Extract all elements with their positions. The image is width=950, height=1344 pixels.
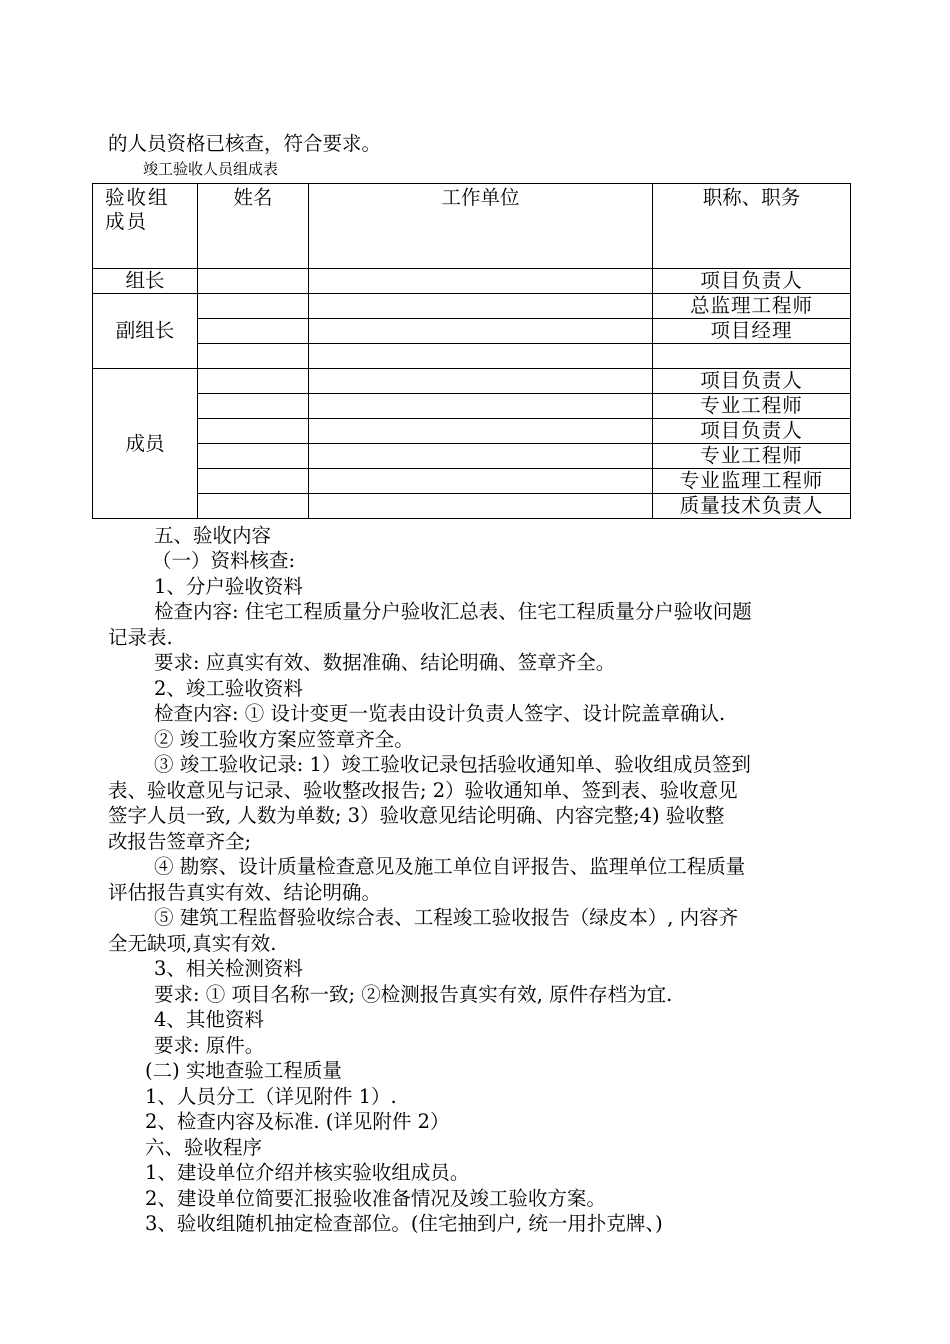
position-cell: 专业工程师 bbox=[653, 394, 851, 419]
table-row bbox=[93, 494, 851, 519]
text-line: 全无缺项,真实有效. bbox=[108, 932, 277, 955]
item-heading: 1、分户验收资料 bbox=[154, 575, 303, 598]
work-unit-cell bbox=[309, 494, 653, 519]
text-line: 检查内容: ① 设计变更一览表由设计负责人签字、设计院盖章确认. bbox=[154, 702, 726, 725]
table-row bbox=[93, 469, 851, 494]
name-cell bbox=[198, 369, 309, 394]
header-work-unit: 工作单位 bbox=[309, 184, 653, 269]
text-line: 要求: ① 项目名称一致; ②检测报告真实有效, 原件存档为宜. bbox=[154, 983, 673, 1006]
name-cell bbox=[198, 494, 309, 519]
section-heading: 五、验收内容 bbox=[154, 524, 272, 547]
work-unit-cell bbox=[309, 444, 653, 469]
text-line: 评估报告真实有效、结论明确。 bbox=[108, 881, 382, 904]
text-line: 改报告签章齐全; bbox=[108, 830, 252, 853]
table-row bbox=[93, 269, 851, 294]
text-line: 2、检查内容及标准. (详见附件 2） bbox=[145, 1110, 450, 1133]
role-deputy-leader: 副组长 bbox=[93, 294, 198, 369]
subsection-heading: (二) 实地查验工程质量 bbox=[145, 1059, 342, 1082]
name-cell bbox=[198, 394, 309, 419]
position-cell: 总监理工程师 bbox=[653, 294, 851, 319]
table-row bbox=[93, 294, 851, 319]
text-line: 要求: 应真实有效、数据准确、结论明确、签章齐全。 bbox=[154, 651, 616, 674]
name-cell bbox=[198, 344, 309, 369]
name-cell bbox=[198, 269, 309, 294]
work-unit-cell bbox=[309, 394, 653, 419]
table-row bbox=[93, 369, 851, 394]
text-line: 3、验收组随机抽定检查部位。(住宅抽到户, 统一用扑克牌、) bbox=[145, 1212, 663, 1235]
text-line: 1、建设单位介绍并核实验收组成员。 bbox=[145, 1161, 470, 1184]
table-caption: 竣工验收人员组成表 bbox=[143, 160, 279, 178]
acceptance-team-table bbox=[92, 183, 851, 519]
item-heading: 2、竣工验收资料 bbox=[154, 677, 303, 700]
header-name: 姓名 bbox=[198, 184, 309, 269]
name-cell bbox=[198, 319, 309, 344]
text-line: 要求: 原件。 bbox=[154, 1034, 265, 1057]
section-heading: 六、验收程序 bbox=[145, 1136, 263, 1159]
position-cell: 质量技术负责人 bbox=[653, 494, 851, 519]
text-line: 1、人员分工（详见附件 1）. bbox=[145, 1085, 397, 1108]
name-cell bbox=[198, 294, 309, 319]
position-cell bbox=[653, 344, 851, 369]
text-line: 表、验收意见与记录、验收整改报告; 2）验收通知单、签到表、验收意见 bbox=[108, 779, 738, 802]
position-cell: 项目经理 bbox=[653, 319, 851, 344]
position-cell: 项目负责人 bbox=[653, 269, 851, 294]
text-line: 签字人员一致, 人数为单数; 3）验收意见结论明确、内容完整;4) 验收整 bbox=[108, 804, 725, 827]
text-line: 2、建设单位简要汇报验收准备情况及竣工验收方案。 bbox=[145, 1187, 606, 1210]
position-cell: 项目负责人 bbox=[653, 419, 851, 444]
work-unit-cell bbox=[309, 294, 653, 319]
text-line: 检查内容: 住宅工程质量分户验收汇总表、住宅工程质量分户验收问题 bbox=[154, 600, 752, 623]
position-cell: 专业监理工程师 bbox=[653, 469, 851, 494]
name-cell bbox=[198, 469, 309, 494]
work-unit-cell bbox=[309, 319, 653, 344]
text-line: ③ 竣工验收记录: 1）竣工验收记录包括验收通知单、验收组成员签到 bbox=[154, 753, 751, 776]
header-title-position: 职称、职务 bbox=[653, 184, 851, 269]
item-heading: 3、相关检测资料 bbox=[154, 957, 303, 980]
text-line: ② 竣工验收方案应签章齐全。 bbox=[154, 728, 414, 751]
header-members: 验收组成员 bbox=[93, 184, 198, 269]
role-leader: 组长 bbox=[93, 269, 198, 294]
subsection-heading: （一）资料核查: bbox=[152, 549, 296, 572]
work-unit-cell bbox=[309, 369, 653, 394]
work-unit-cell bbox=[309, 269, 653, 294]
table-row bbox=[93, 394, 851, 419]
text-line: 记录表. bbox=[108, 626, 173, 649]
table-row bbox=[93, 444, 851, 469]
work-unit-cell bbox=[309, 469, 653, 494]
table-row bbox=[93, 319, 851, 344]
work-unit-cell bbox=[309, 419, 653, 444]
table-row bbox=[93, 344, 851, 369]
position-cell: 专业工程师 bbox=[653, 444, 851, 469]
table-header-row bbox=[93, 184, 851, 269]
table-row bbox=[93, 419, 851, 444]
text-line: ⑤ 建筑工程监督验收综合表、工程竣工验收报告（绿皮本）, 内容齐 bbox=[154, 906, 739, 929]
text-line: 的人员资格已核查，符合要求。 bbox=[108, 132, 382, 155]
item-heading: 4、其他资料 bbox=[154, 1008, 264, 1031]
role-member: 成员 bbox=[93, 369, 198, 519]
position-cell: 项目负责人 bbox=[653, 369, 851, 394]
name-cell bbox=[198, 444, 309, 469]
text-line: ④ 勘察、设计质量检查意见及施工单位自评报告、监理单位工程质量 bbox=[154, 855, 746, 878]
work-unit-cell bbox=[309, 344, 653, 369]
name-cell bbox=[198, 419, 309, 444]
